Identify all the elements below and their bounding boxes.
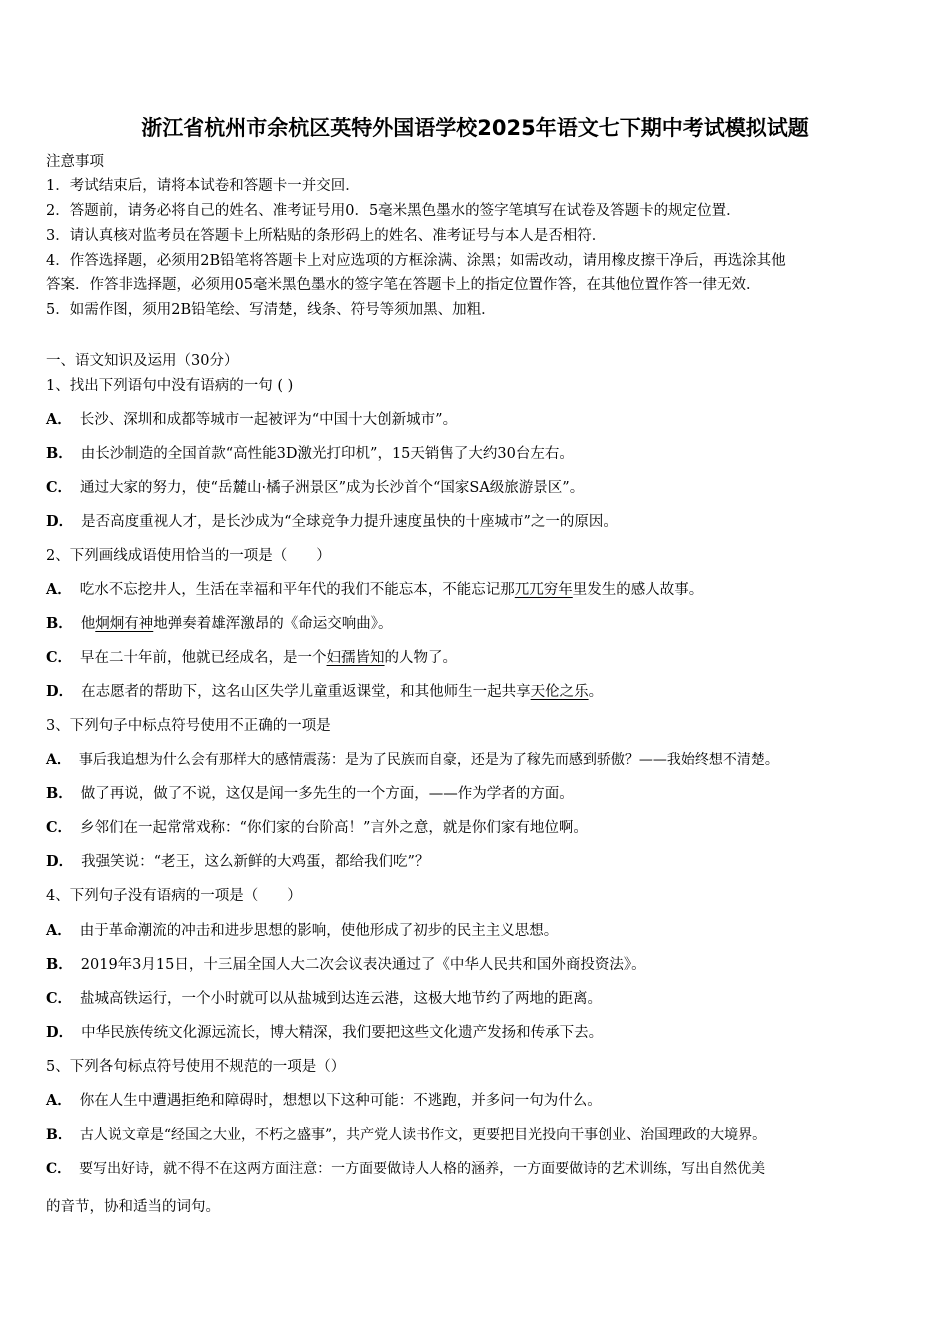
notice-item: 4．作答选择题，必须用2B铅笔将答题卡上对应选项的方框涂满、涂黑；如需改动，请用橡皮擦干净后，再选涂其他 <box>46 253 786 269</box>
section-heading: 一、语文知识及运用（30分） <box>46 353 239 369</box>
notice-item: 3．请认真核对监考员在答题卡上所粘贴的条形码上的姓名、准考证号与本人是否相符． <box>46 228 607 244</box>
option-d: D． 在志愿者的帮助下，这名山区失学儿童重返课堂，和其他师生一起共享天伦之乐。 <box>46 683 604 700</box>
underlined-idiom: 炯炯有神 <box>95 616 154 632</box>
notice-item: 1．考试结束后，请将本试卷和答题卡一并交回． <box>46 178 360 194</box>
option-d: D． 我强笑说：“老王，这么新鲜的大鸡蛋，都给我们吃”？ <box>46 853 430 870</box>
option-d: D． 是否高度重视人才，是长沙成为“全球竞争力提升速度虽快的十座城市”之一的原因。 <box>46 513 618 530</box>
option-a: A． 吃水不忘挖井人，生活在幸福和平年代的我们不能忘本，不能忘记那兀兀穷年里发生的感人故事。 <box>46 581 704 598</box>
option-a: A． 你在人生中遭遇拒绝和障碍时，想想以下这种可能：不逃跑，并多问一句为什么。 <box>46 1092 602 1109</box>
option-c: C． 通过大家的努力，使“岳麓山·橘子洲景区”成为长沙首个“国家SA级旅游景区”。 <box>46 479 585 496</box>
option-a: A． 事后我追想为什么会有那样大的感情震荡：是为了民族而自豪，还是为了稼先而感到骄傲？——我始终想不清楚。 <box>46 752 779 768</box>
option-b: B． 他炯炯有神地弹奏着雄浑激昂的《命运交响曲》。 <box>46 615 393 632</box>
option-b: B． 由长沙制造的全国首款“高性能3D激光打印机”，15天销售了大约30台左右。 <box>46 445 574 462</box>
option-c: C． 要写出好诗，就不得不在这两方面注意：一方面要做诗人人格的涵养，一方面要做诗的艺术训练，写出自然优美 <box>46 1161 766 1177</box>
question-stem: 1、找出下列语句中没有语病的一句 ( ) <box>46 378 294 394</box>
question-stem: 2、下列画线成语使用恰当的一项是（ ） <box>46 548 331 564</box>
option-d: D． 中华民族传统文化源远流长，博大精深，我们要把这些文化遗产发扬和传承下去。 <box>46 1024 604 1041</box>
option-b: B． 2019年3月15日，十三届全国人大二次会议表决通过了《中华人民共和国外商投资法》。 <box>46 956 646 973</box>
option-a: A． 由于革命潮流的冲击和进步思想的影响，使他形成了初步的民主主义思想。 <box>46 922 559 939</box>
option-a: A． 长沙、深圳和成都等城市一起被评为“中国十大创新城市”。 <box>46 411 458 428</box>
option-c: C． 早在二十年前，他就已经成名，是一个妇孺皆知的人物了。 <box>46 649 458 666</box>
option-b: B． 古人说文章是“经国之大业，不朽之盛事”，共产党人读书作文，更要把目光投向干事创业、治国理政的大境界。 <box>46 1127 767 1143</box>
question-stem: 3、下列句子中标点符号使用不正确的一项是 <box>46 718 331 734</box>
notice-heading: 注意事项 <box>46 154 104 170</box>
question-stem: 5、下列各句标点符号使用不规范的一项是（） <box>46 1059 346 1075</box>
option-b: B． 做了再说，做了不说，这仅是闻一多先生的一个方面，——作为学者的方面。 <box>46 785 574 802</box>
notice-item: 5．如需作图，须用2B铅笔绘、写清楚，线条、符号等须加黑、加粗． <box>46 302 496 318</box>
option-c-continuation: 的音节，协和适当的词句。 <box>46 1199 220 1215</box>
underlined-idiom: 天伦之乐 <box>530 684 589 700</box>
option-c: C． 乡邻们在一起常常戏称：“你们家的台阶高！”言外之意，就是你们家有地位啊。 <box>46 819 588 836</box>
notice-item: 答案．作答非选择题，必须用05毫米黑色墨水的签字笔在答题卡上的指定位置作答，在其他位置作答一律无效． <box>46 277 761 293</box>
question-stem: 4、下列句子没有语病的一项是（ ） <box>46 888 302 904</box>
option-c: C． 盐城高铁运行，一个小时就可以从盐城到达连云港，这极大地节约了两地的距离。 <box>46 990 603 1007</box>
page-title: 浙江省杭州市余杭区英特外国语学校2025年语文七下期中考试模拟试题 <box>141 116 809 140</box>
underlined-idiom: 妇孺皆知 <box>326 650 385 666</box>
notice-item: 2．答题前，请务必将自己的姓名、准考证号用0．5毫米黑色墨水的签字笔填写在试卷及答题卡的规定位置． <box>46 203 741 219</box>
underlined-idiom: 兀兀穷年 <box>514 582 573 598</box>
